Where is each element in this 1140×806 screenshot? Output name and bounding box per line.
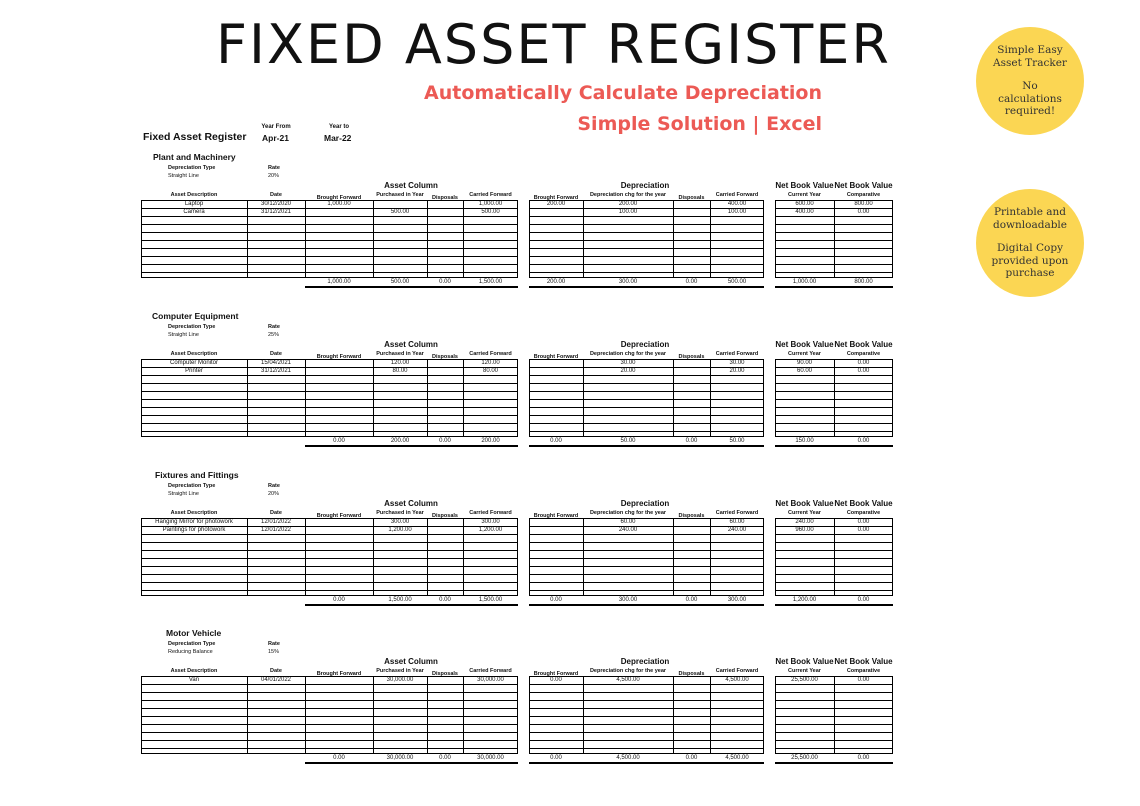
total-cell: 30,000.00 bbox=[386, 755, 414, 761]
column-header: Date bbox=[270, 510, 282, 516]
table-cell: 90.00 bbox=[796, 360, 812, 366]
total-underline bbox=[529, 286, 764, 288]
total-cell: 200.00 bbox=[546, 279, 566, 285]
total-cell: 50.00 bbox=[729, 438, 745, 444]
total-underline bbox=[775, 286, 893, 288]
total-cell: 1,200.00 bbox=[792, 597, 817, 603]
depreciation-header: Depreciation bbox=[620, 499, 670, 508]
badge-text: Simple Easy Asset Tracker bbox=[993, 44, 1067, 69]
table-cell: 30.00 bbox=[620, 360, 636, 366]
column-header: Purchased in Year bbox=[376, 668, 424, 674]
total-cell: 0.00 bbox=[685, 755, 698, 761]
rate-value: 20% bbox=[268, 491, 280, 497]
total-cell: 500.00 bbox=[390, 279, 410, 285]
total-underline bbox=[775, 604, 893, 606]
column-header: Asset Description bbox=[170, 192, 218, 198]
column-header: Carried Forward bbox=[715, 192, 759, 198]
total-cell: 500.00 bbox=[727, 279, 747, 285]
nbv-header-comparative: Net Book Value bbox=[834, 181, 893, 190]
column-header: Disposals bbox=[432, 671, 458, 677]
total-cell: 0.00 bbox=[333, 755, 345, 761]
table-cell: 300.00 bbox=[481, 519, 500, 525]
table-cell: Paintings for photowork bbox=[162, 527, 226, 533]
table-cell: 30/12/2020 bbox=[260, 201, 292, 207]
column-header: Depreciation chg for the year bbox=[589, 192, 667, 198]
table-cell: 20.00 bbox=[620, 368, 636, 374]
subtitle-automatic: Automatically Calculate Depreciation bbox=[424, 82, 822, 104]
rate-label: Rate bbox=[268, 641, 280, 647]
total-cell: 150.00 bbox=[795, 438, 814, 444]
badge-printable bbox=[976, 189, 1084, 297]
dep-type-label: Depreciation Type bbox=[168, 483, 216, 489]
total-cell: 0.00 bbox=[550, 438, 562, 444]
column-header: Depreciation chg for the year bbox=[589, 510, 667, 516]
table-cell: Camera bbox=[183, 209, 205, 215]
table-cell: 60.00 bbox=[796, 368, 812, 374]
nbv-header-comparative: Net Book Value bbox=[834, 340, 893, 349]
table-cell: 300.00 bbox=[390, 519, 410, 525]
total-cell: 1,500.00 bbox=[478, 279, 503, 285]
dep-type-value: Reducing Balance bbox=[168, 649, 213, 655]
table-cell: 1,000.00 bbox=[327, 201, 351, 207]
total-cell: 0.00 bbox=[333, 438, 345, 444]
table-cell: 30,000.00 bbox=[386, 677, 414, 683]
table-cell: 4,500.00 bbox=[616, 677, 640, 683]
column-header: Asset Description bbox=[170, 668, 218, 674]
table-cell: 600.00 bbox=[795, 201, 814, 207]
table-cell: 100.00 bbox=[618, 209, 638, 215]
total-cell: 1,500.00 bbox=[388, 597, 412, 603]
total-cell: 25,500.00 bbox=[791, 755, 818, 761]
table-cell: 0.00 bbox=[857, 209, 870, 215]
table-cell: 12/01/2022 bbox=[260, 519, 292, 525]
dep-type-label: Depreciation Type bbox=[168, 641, 216, 647]
column-header: Purchased in Year bbox=[376, 192, 424, 198]
column-header: Current Year bbox=[788, 192, 821, 198]
total-underline bbox=[529, 762, 764, 764]
total-cell: 0.00 bbox=[857, 597, 870, 603]
dep-type-value: Straight Line bbox=[168, 332, 199, 338]
rate-label: Rate bbox=[268, 324, 280, 330]
page-title: FIXED ASSET REGISTER bbox=[216, 13, 891, 76]
column-header: Carried Forward bbox=[469, 351, 512, 357]
table-cell: 120.00 bbox=[390, 360, 410, 366]
total-cell: 1,000.00 bbox=[792, 279, 817, 285]
total-cell: 0.00 bbox=[439, 438, 451, 444]
total-cell: 0.00 bbox=[857, 755, 870, 761]
column-header: Disposals bbox=[678, 513, 705, 519]
table-cell: 0.00 bbox=[857, 527, 870, 533]
total-underline bbox=[305, 762, 518, 764]
total-cell: 1,000.00 bbox=[327, 279, 351, 285]
column-header: Depreciation chg for the year bbox=[589, 668, 667, 674]
asset-column-header: Asset Column bbox=[384, 181, 438, 190]
column-header: Asset Description bbox=[170, 510, 218, 516]
table-cell: Laptop bbox=[184, 201, 204, 207]
total-cell: 300.00 bbox=[618, 279, 638, 285]
total-cell: 300.00 bbox=[618, 597, 638, 603]
column-header: Disposals bbox=[432, 195, 458, 201]
table-cell: 30,000.00 bbox=[477, 677, 504, 683]
total-underline bbox=[529, 604, 764, 606]
table-cell: 04/01/2022 bbox=[260, 677, 292, 683]
section-1 bbox=[0, 311, 900, 461]
section-title: Fixtures and Fittings bbox=[155, 470, 239, 480]
asset-column-header: Asset Column bbox=[384, 657, 438, 666]
total-cell: 0.00 bbox=[439, 597, 451, 603]
column-header: Current Year bbox=[788, 510, 821, 516]
nbv-header-current: Net Book Value bbox=[775, 499, 834, 508]
depreciation-header: Depreciation bbox=[620, 657, 670, 666]
total-cell: 0.00 bbox=[685, 438, 698, 444]
table-cell: Van bbox=[188, 677, 200, 683]
register-grid bbox=[529, 676, 764, 754]
register-label: Fixed Asset Register bbox=[143, 131, 247, 143]
column-header: Depreciation chg for the year bbox=[589, 351, 667, 357]
table-cell: 500.00 bbox=[390, 209, 410, 215]
column-header: Brought Forward bbox=[316, 513, 362, 519]
column-header: Comparative bbox=[846, 351, 881, 357]
total-cell: 0.00 bbox=[333, 597, 345, 603]
column-header: Purchased in Year bbox=[376, 351, 424, 357]
nbv-header-current: Net Book Value bbox=[775, 340, 834, 349]
total-cell: 800.00 bbox=[854, 279, 873, 285]
year-from-value: Apr-21 bbox=[262, 133, 289, 143]
column-header: Brought Forward bbox=[533, 671, 579, 677]
section-2 bbox=[0, 470, 900, 620]
table-cell: 4,500.00 bbox=[725, 677, 749, 683]
section-title: Plant and Machinery bbox=[153, 152, 236, 162]
year-from-label: Year From bbox=[261, 124, 291, 130]
total-cell: 300.00 bbox=[727, 597, 747, 603]
nbv-header-current: Net Book Value bbox=[775, 657, 834, 666]
badge-text: No calculations required! bbox=[998, 80, 1062, 118]
asset-column-header: Asset Column bbox=[384, 340, 438, 349]
section-0 bbox=[0, 152, 900, 302]
section-title: Motor Vehicle bbox=[166, 628, 222, 638]
column-header: Current Year bbox=[788, 668, 821, 674]
table-cell: 240.00 bbox=[727, 527, 747, 533]
column-header: Comparative bbox=[846, 668, 881, 674]
total-underline bbox=[305, 604, 518, 606]
column-header: Carried Forward bbox=[715, 510, 759, 516]
total-cell: 1,500.00 bbox=[478, 597, 503, 603]
badge-easy-tracker bbox=[976, 27, 1084, 135]
total-underline bbox=[529, 445, 764, 447]
column-header: Current Year bbox=[788, 351, 821, 357]
table-cell: 20.00 bbox=[729, 368, 745, 374]
column-header: Asset Description bbox=[170, 351, 218, 357]
total-underline bbox=[305, 445, 518, 447]
badge-text: Printable and downloadable bbox=[992, 206, 1067, 231]
table-cell: 500.00 bbox=[481, 209, 500, 215]
column-header: Carried Forward bbox=[469, 192, 512, 198]
table-cell: 0.00 bbox=[857, 677, 870, 683]
column-header: Carried Forward bbox=[715, 668, 759, 674]
column-header: Date bbox=[270, 351, 282, 357]
table-cell: Hanging Mirror for photowork bbox=[155, 519, 233, 525]
table-cell: 25,500.00 bbox=[791, 677, 818, 683]
dep-type-label: Depreciation Type bbox=[168, 165, 216, 171]
column-header: Comparative bbox=[846, 192, 881, 198]
column-header: Disposals bbox=[432, 513, 458, 519]
register-grid bbox=[141, 676, 518, 754]
rate-value: 20% bbox=[268, 173, 280, 179]
total-cell: 0.00 bbox=[439, 279, 451, 285]
total-cell: 4,500.00 bbox=[616, 755, 640, 761]
table-cell: Computer Monitor bbox=[169, 360, 219, 366]
column-header: Disposals bbox=[678, 354, 705, 360]
column-header: Disposals bbox=[432, 354, 458, 360]
depreciation-header: Depreciation bbox=[620, 340, 670, 349]
total-cell: 0.00 bbox=[857, 438, 870, 444]
table-cell: 1,200.00 bbox=[478, 527, 503, 533]
table-cell: 60.00 bbox=[729, 519, 745, 525]
column-header: Brought Forward bbox=[533, 513, 579, 519]
total-cell: 0.00 bbox=[550, 597, 562, 603]
table-cell: Printer bbox=[185, 368, 203, 374]
column-header: Disposals bbox=[678, 195, 705, 201]
table-cell: 400.00 bbox=[795, 209, 814, 215]
table-cell: 120.00 bbox=[481, 360, 500, 366]
rate-value: 15% bbox=[268, 649, 280, 655]
column-header: Brought Forward bbox=[316, 354, 362, 360]
asset-column-header: Asset Column bbox=[384, 499, 438, 508]
table-cell: 1,200.00 bbox=[388, 527, 412, 533]
column-header: Carried Forward bbox=[469, 510, 512, 516]
subtitle-simple: Simple Solution | Excel bbox=[577, 113, 822, 135]
total-underline bbox=[775, 762, 893, 764]
dep-type-value: Straight Line bbox=[168, 491, 199, 497]
nbv-header-current: Net Book Value bbox=[775, 181, 834, 190]
section-3 bbox=[0, 628, 900, 778]
table-cell: 240.00 bbox=[795, 519, 814, 525]
column-header: Brought Forward bbox=[316, 195, 362, 201]
nbv-header-comparative: Net Book Value bbox=[834, 657, 893, 666]
table-cell: 1,000.00 bbox=[478, 201, 503, 207]
table-cell: 0.00 bbox=[857, 360, 870, 366]
table-cell: 80.00 bbox=[392, 368, 408, 374]
table-cell: 0.00 bbox=[550, 677, 562, 683]
table-cell: 240.00 bbox=[618, 527, 638, 533]
column-header: Carried Forward bbox=[469, 668, 512, 674]
rate-label: Rate bbox=[268, 165, 280, 171]
total-cell: 30,000.00 bbox=[477, 755, 504, 761]
table-cell: 400.00 bbox=[727, 201, 747, 207]
table-cell: 12/01/2022 bbox=[260, 527, 292, 533]
total-underline bbox=[305, 286, 518, 288]
table-cell: 31/12/2021 bbox=[260, 368, 292, 374]
rate-label: Rate bbox=[268, 483, 280, 489]
total-underline bbox=[775, 445, 893, 447]
column-header: Comparative bbox=[846, 510, 881, 516]
table-cell: 800.00 bbox=[854, 201, 873, 207]
table-cell: 960.00 bbox=[795, 527, 814, 533]
table-cell: 80.00 bbox=[482, 368, 498, 374]
column-header: Brought Forward bbox=[533, 195, 579, 201]
badge-text: Digital Copy provided upon purchase bbox=[991, 242, 1069, 280]
column-header: Carried Forward bbox=[715, 351, 759, 357]
table-cell: 60.00 bbox=[620, 519, 636, 525]
total-cell: 200.00 bbox=[390, 438, 410, 444]
rate-value: 25% bbox=[268, 332, 280, 338]
table-cell: 0.00 bbox=[857, 519, 870, 525]
total-cell: 0.00 bbox=[685, 597, 698, 603]
table-cell: 100.00 bbox=[727, 209, 747, 215]
table-cell: 30.00 bbox=[729, 360, 745, 366]
register-grid bbox=[775, 676, 893, 754]
column-header: Date bbox=[270, 668, 282, 674]
column-header: Date bbox=[270, 192, 282, 198]
total-cell: 200.00 bbox=[481, 438, 500, 444]
table-cell: 200.00 bbox=[618, 201, 638, 207]
total-cell: 4,500.00 bbox=[725, 755, 749, 761]
column-header: Brought Forward bbox=[316, 671, 362, 677]
column-header: Brought Forward bbox=[533, 354, 579, 360]
table-cell: 15/04/2021 bbox=[260, 360, 292, 366]
column-header: Disposals bbox=[678, 671, 705, 677]
dep-type-label: Depreciation Type bbox=[168, 324, 216, 330]
year-to-label: Year to bbox=[328, 124, 349, 130]
total-cell: 0.00 bbox=[439, 755, 451, 761]
depreciation-header: Depreciation bbox=[620, 181, 670, 190]
dep-type-value: Straight Line bbox=[168, 173, 199, 179]
column-header: Purchased in Year bbox=[376, 510, 424, 516]
total-cell: 50.00 bbox=[620, 438, 636, 444]
section-title: Computer Equipment bbox=[152, 311, 239, 321]
table-cell: 200.00 bbox=[546, 201, 566, 207]
total-cell: 0.00 bbox=[685, 279, 698, 285]
table-cell: 31/12/2021 bbox=[260, 209, 292, 215]
total-cell: 0.00 bbox=[550, 755, 562, 761]
year-to-value: Mar-22 bbox=[324, 133, 352, 143]
table-cell: 0.00 bbox=[857, 368, 870, 374]
nbv-header-comparative: Net Book Value bbox=[834, 499, 893, 508]
